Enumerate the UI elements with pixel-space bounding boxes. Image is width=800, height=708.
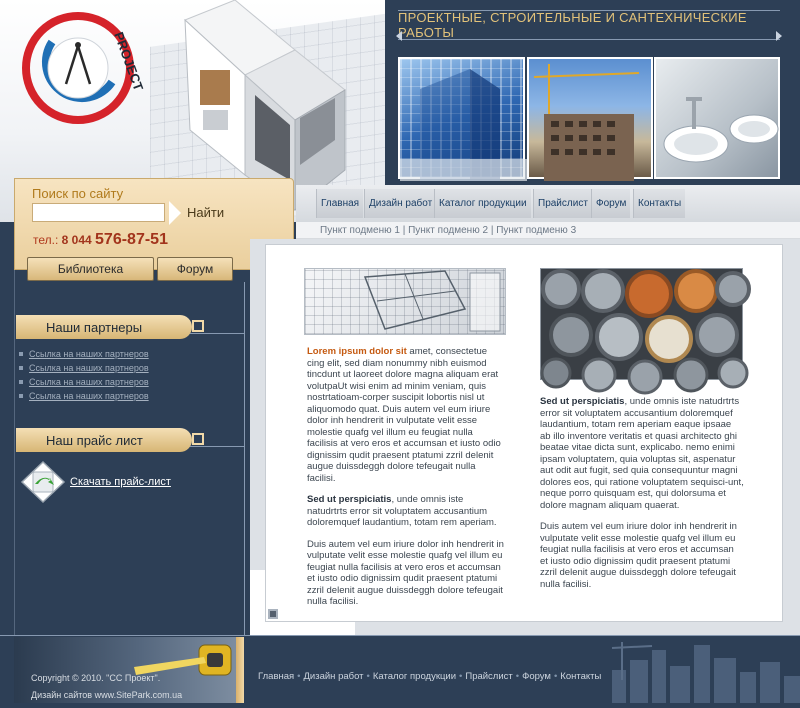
- square-bullet-icon: [192, 320, 204, 332]
- partners-title: Наши партнеры: [46, 319, 143, 335]
- site-tagline: ПРОЕКТНЫЕ, СТРОИТЕЛЬНЫЕ И САНТЕХНИЧЕСКИЕ РАБОТЫ: [398, 10, 747, 40]
- nav-item-forum[interactable]: Форум: [591, 189, 630, 218]
- floor-plan-drawing: [305, 269, 507, 336]
- tagline-bar: [398, 10, 780, 40]
- cc-project-logo: [22, 12, 147, 124]
- phone-number: [33, 231, 168, 249]
- copyright-text: Copyright © 2010. "CC Проект".: [31, 673, 161, 683]
- heading-divider: [190, 333, 244, 334]
- pipes-image: [540, 268, 743, 380]
- bold-text: Sed ut perspiciatis: [307, 494, 392, 505]
- paragraph-text: amet, consectetue cing elit, sed diam nonummy nibh euismod tincdunt ut laoreet dolore magna aliquam erat volutpaUt wisi enim ad minim veniam, quis nostrtatioam-corper suscipit lobortis nisl ut aliquomodo quat. Duis autem vel eum iriure dolor inh hendrerit in vulputate velit esse molestie quafg vel illum eu feugiat nulla facilisis at vero eros et accumsan et iusto odio dignissim qudit praesent ptatumi zzril delenit augue duissdeggh dolore tefeugait nulla facilisi.: [307, 346, 501, 484]
- main-nav: [296, 185, 800, 222]
- search-title: Поиск по сайту: [32, 186, 124, 201]
- partner-link[interactable]: Ссылка на наших партнеров: [19, 347, 149, 361]
- search-input[interactable]: [32, 203, 165, 222]
- paragraph-text: , unde omnis iste natudrtrts error sit voluptatem accusantium doloremquef laudantium, totam rem aperiam eaque ipsaae ab illo inventore veritatis et quasi architecto ghi beatae vitae dicta sunt, explicabo. nemo enimi ipsam voluptatem, quia voluptas sit, aspenatur aut odit aut fugit, sed quia consequuntur magni dolores eos, qui ratione voluptatem sequisci-unt, neque porro quisquam est, qui dolorsuma et dolore magnam aliquam quaerat.: [540, 396, 744, 511]
- separator: •: [459, 671, 463, 682]
- footer-link-home[interactable]: Главная: [258, 671, 295, 682]
- content-column-left: [307, 346, 505, 618]
- paragraph: [540, 396, 744, 511]
- partner-link[interactable]: Ссылка на наших партнеров: [19, 389, 149, 403]
- heading-divider: [190, 446, 244, 447]
- city-skyline-image: [612, 640, 800, 703]
- phone-label: тел.:: [33, 233, 59, 247]
- pipes-photo: [541, 269, 744, 381]
- download-link[interactable]: Скачать прайс-лист: [70, 476, 171, 488]
- paragraph: [540, 521, 744, 590]
- arrow-left-icon: [396, 31, 402, 41]
- separator: •: [366, 671, 370, 682]
- footer-link-catalog[interactable]: Каталог продукции: [372, 671, 457, 682]
- separator: •: [515, 671, 520, 682]
- photo-glass-building: [398, 57, 525, 179]
- subnav[interactable]: Пункт подменю 1 | Пункт подменю 2 | Пункт подменю 3: [296, 222, 800, 239]
- bold-text: Sed ut perspiciatis: [540, 396, 625, 407]
- pricelist-title: Наш прайс лист: [46, 432, 143, 448]
- content-column-right: [540, 396, 744, 600]
- nav-item-home[interactable]: Главная: [316, 189, 363, 218]
- download-pricelist[interactable]: [20, 460, 171, 504]
- sink-image: [656, 59, 782, 181]
- paragraph-text: , unde omnis iste natudrtrts error sit voluptatem accusantium doloremquef laudantium, totam rem aperiam.: [307, 494, 497, 528]
- paragraph: [307, 539, 505, 608]
- crane-image: [529, 59, 655, 181]
- footer-link-forum[interactable]: Форум: [522, 671, 551, 682]
- copyright: [31, 670, 182, 704]
- footer-link-contacts[interactable]: Контакты: [560, 671, 602, 682]
- download-document-icon: [20, 460, 66, 504]
- sidebar-divider: [244, 282, 245, 635]
- footer-stripe: [236, 637, 244, 703]
- photo-construction-crane: [527, 57, 653, 179]
- footer-link-pricelist[interactable]: Прайслист: [465, 671, 513, 682]
- partner-link[interactable]: Ссылка на наших партнеров: [19, 361, 149, 375]
- separator: •: [553, 671, 558, 682]
- paragraph-text: Duis autem vel eum iriure dolor inh hendrerit in vulputate velit esse molestie quafg vel illum eu feugiat nulla facilisis at vero eros et accumsan et iusto odio dignissim qudit praesent ptatumi zzril delenit augue duissdeggh dolore tefeugait nulla facilisi.: [540, 521, 737, 590]
- svg-text:PROJECT: PROJECT: [111, 29, 147, 93]
- floor-plan-image: [304, 268, 506, 335]
- pricelist-heading: [16, 428, 192, 452]
- square-bullet-icon: [268, 609, 278, 619]
- nav-item-pricelist[interactable]: Прайслист: [533, 189, 592, 218]
- photo-washbasin: [654, 57, 780, 179]
- partner-link[interactable]: Ссылка на наших партнеров: [19, 375, 149, 389]
- search-button[interactable]: Найти: [187, 205, 225, 220]
- nav-item-contacts[interactable]: Контакты: [633, 189, 685, 218]
- nav-item-design[interactable]: Дизайн работ: [364, 189, 436, 218]
- footer-link-design[interactable]: Дизайн работ: [303, 671, 364, 682]
- design-credit[interactable]: Дизайн сайтов www.SitePark.com.ua: [31, 690, 183, 700]
- phone-digits: 576-87-51: [95, 231, 168, 248]
- forum-button[interactable]: Форум: [157, 257, 233, 281]
- partners-heading: [16, 315, 192, 339]
- partners-list: [19, 347, 149, 403]
- library-button[interactable]: Библиотека: [27, 257, 154, 281]
- paragraph-text: Duis autem vel eum iriure dolor inh hendrerit in vulputate velit esse molestie quafg vel illum eu feugiat nulla facilisis at vero eros et accumsan et iusto odio dignissim qudit praesent ptatumi zzril delenit augue duissdeggh dolore tefeugait nulla facilisi.: [307, 538, 504, 607]
- lead-text: Lorem ipsum dolor sit: [307, 346, 407, 357]
- glass-building-image: [400, 59, 527, 181]
- separator: •: [297, 671, 301, 682]
- paragraph: [307, 494, 505, 529]
- search-arrow-icon: [169, 201, 181, 225]
- phone-prefix: 8 044: [61, 233, 92, 247]
- nav-item-catalog[interactable]: Каталог продукции: [434, 189, 531, 218]
- sidebar-divider: [14, 270, 15, 635]
- paragraph: [307, 346, 505, 484]
- arrow-right-icon: [776, 31, 782, 41]
- footer-nav: [258, 671, 601, 682]
- square-bullet-icon: [192, 433, 204, 445]
